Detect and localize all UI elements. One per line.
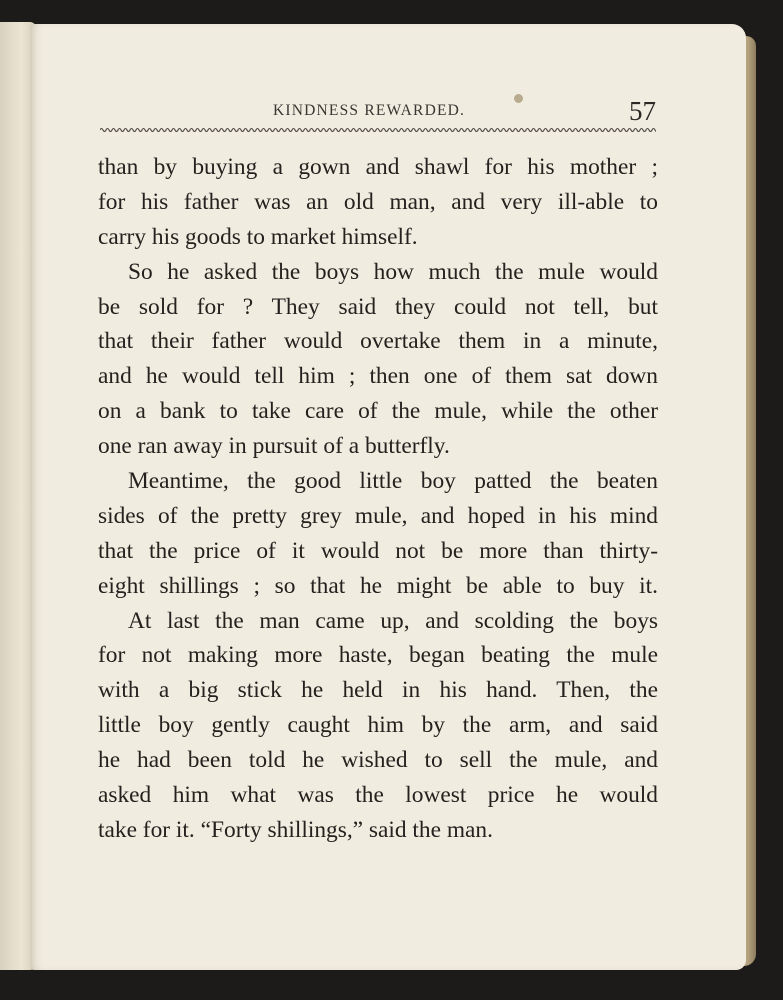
text-line: for not making more haste, began beating the mule <box>98 642 658 669</box>
text-line: with a big stick he held in his hand. Then, the <box>98 677 658 704</box>
text-line: take for it. “Forty shillings,” said the man. <box>98 816 493 843</box>
text-line: that the price of it would not be more than thirty- <box>98 537 658 564</box>
text-line: carry his goods to market himself. <box>98 223 418 250</box>
text-line: Meantime, the good little boy patted the beaten <box>128 468 658 495</box>
text-line: and he would tell him ; then one of them sat down <box>98 363 658 390</box>
text-line: he had been told he wished to sell the mule, and <box>98 747 658 774</box>
text-line: that their father would overtake them in a minute, <box>98 328 658 355</box>
page-header <box>0 96 783 126</box>
text-line: for his father was an old man, and very ill-able to <box>98 188 658 215</box>
text-line: asked him what was the lowest price he would <box>98 782 658 809</box>
text-line: So he asked the boys how much the mule would <box>128 258 658 285</box>
text-line: At last the man came up, and scolding the boys <box>128 607 658 634</box>
text-line: little boy gently caught him by the arm, and said <box>98 712 658 739</box>
text-line: eight shillings ; so that he might be able to buy it. <box>98 572 658 599</box>
body-text <box>98 150 658 848</box>
text-line: than by buying a gown and shawl for his mother ; <box>98 154 658 180</box>
text-line: be sold for ? They said they could not tell, but <box>98 293 658 320</box>
wavy-rule-ornament <box>100 126 656 134</box>
text-line: sides of the pretty grey mule, and hoped in his mind <box>98 502 658 529</box>
page-number: 57 <box>629 96 656 126</box>
running-head: KINDNESS REWARDED. <box>273 102 466 119</box>
text-line: on a bank to take care of the mule, while the other <box>98 398 658 425</box>
text-line: one ran away in pursuit of a butterfly. <box>98 433 450 460</box>
